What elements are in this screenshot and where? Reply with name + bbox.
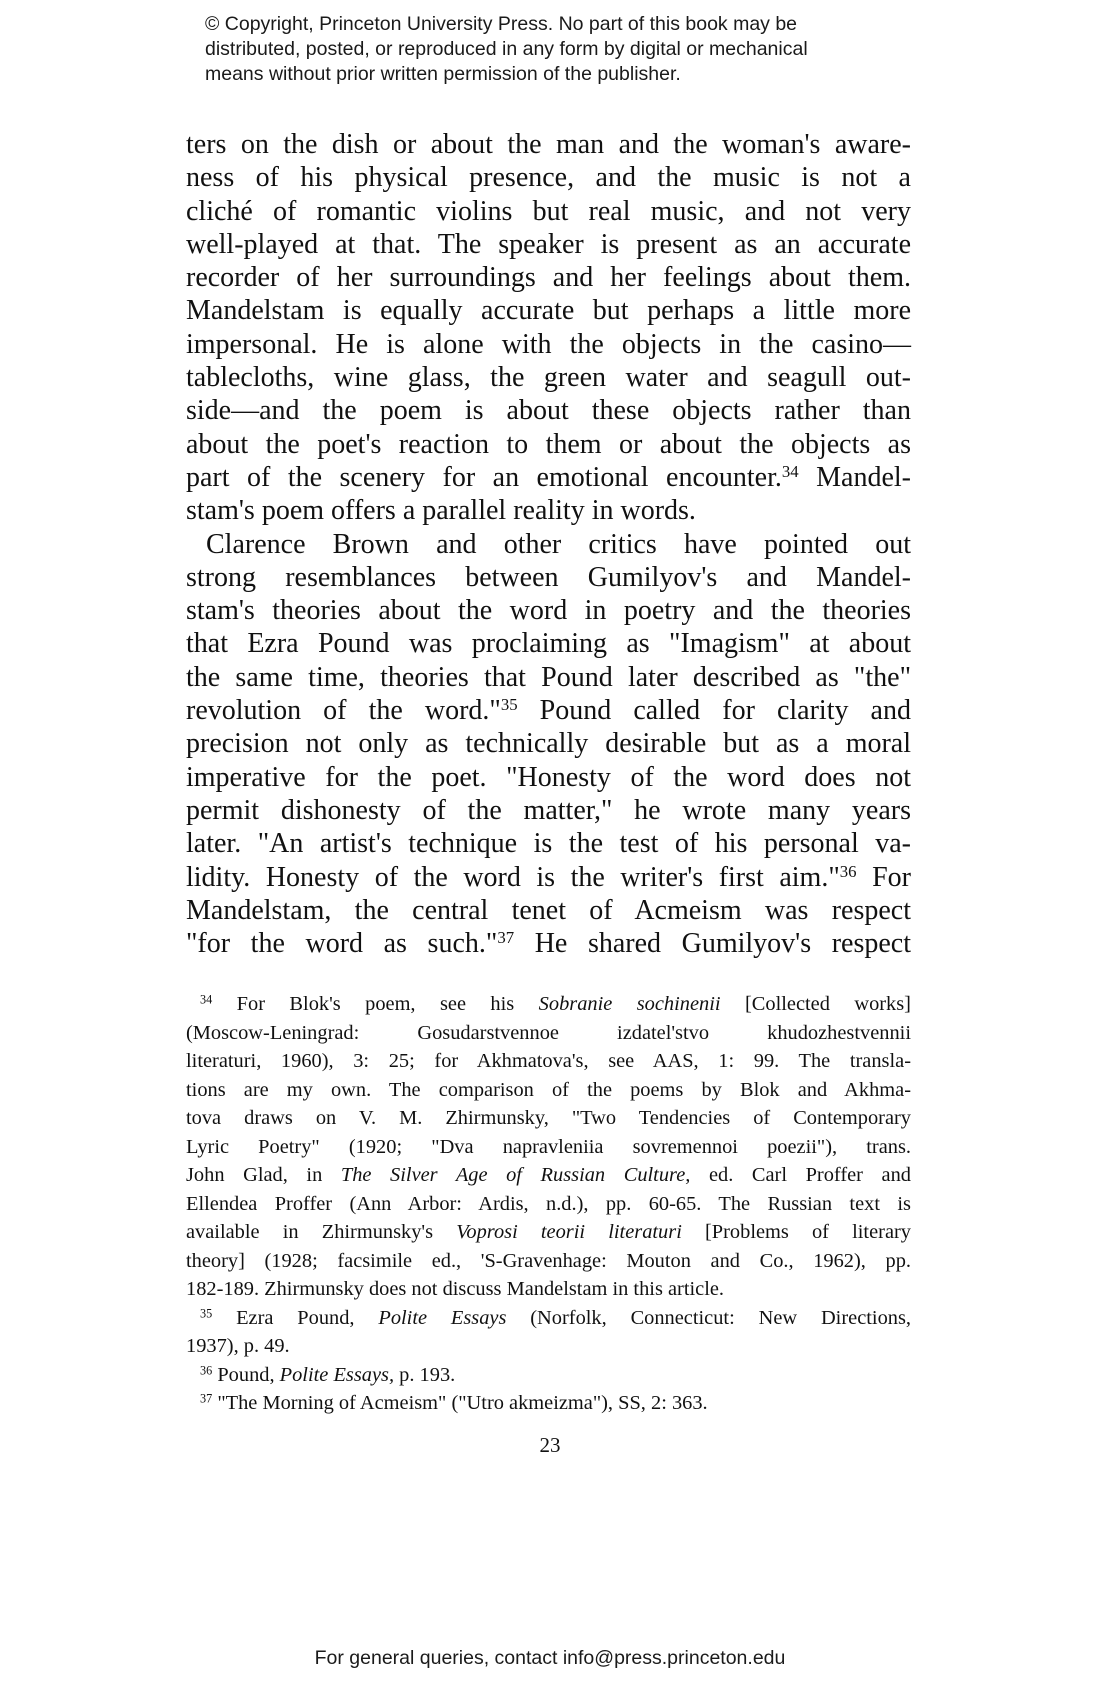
text-line [186,927,911,960]
footnote-line [186,990,911,1019]
text-line: Mandelstam, the central tenet of Acmeism was respect [186,894,911,926]
text-segment: For [856,861,911,893]
text-segment: Pound, [212,1363,280,1386]
footnote-line [186,1389,911,1418]
footnotes [186,990,911,1418]
text-segment: p. 193. [394,1363,456,1386]
text-line: stam's theories about the word in poetry and the theories [186,595,911,627]
book-title: Voprosi teorii literaturi [456,1221,682,1243]
footnote-number: 37 [200,1391,213,1406]
book-title: Sobranie sochinenii [538,993,721,1015]
footnote-line: theory] (1928; facsimile ed., 'S-Gravenhage: Mouton and Co., 1962), pp. [186,1249,911,1272]
text-segment: Mandel- [798,461,911,493]
footnote-35 [186,1304,911,1361]
footnote-line [186,1161,911,1190]
text-segment: ed. Carl Proffer and [690,1164,911,1186]
book-title: Polite Essays [378,1306,507,1329]
text-segment: (Norfolk, Connecticut: New Directions, [506,1306,911,1329]
footnote-line: literaturi, 1960), 3: 25; for Akhmatova's, see AAS, 1: 99. The transla- [186,1050,911,1072]
text-segment: "The Morning of Acmeism" ("Utro akmeizma"), SS, 2: 363. [212,1392,708,1414]
text-segment: Pound called for clarity and [517,695,911,727]
text-line: recorder of her surroundings and her feelings about them. [186,262,911,294]
text-segment: lidity. Honesty of the word is the writer's first aim." [186,861,840,893]
text-line: impersonal. He is alone with the objects in the casino— [186,328,911,360]
copyright-notice [205,12,925,87]
text-line: side—and the poem is about these objects rather than [186,395,911,427]
footnote-line: 1937), p. 49. [186,1335,290,1357]
footnote-ref-36: 36 [839,861,857,881]
text-segment: "for the word as such." [186,928,498,960]
footnote-line [186,1218,911,1247]
text-line: Mandelstam is equally accurate but perhaps a little more [186,295,911,327]
footnote-line: (Moscow-Leningrad: Gosudarstvennoe izdatel'stvo khudozhestvennii [186,1021,911,1044]
paragraph-continuation [186,128,911,528]
paragraph [186,528,911,961]
text-line [186,694,911,727]
text-line [186,461,911,494]
footnote-36 [186,1361,911,1390]
text-line: imperative for the poet. "Honesty of the word does not [186,761,911,793]
footnote-line: Ellendea Proffer (Ann Arbor: Ardis, n.d.), pp. 60-65. The Russian text is [186,1192,911,1215]
footnote-line: Lyric Poetry" (1920; "Dva napravleniia sovremennoi poezii"), trans. [186,1135,911,1158]
footnote-line: 182-189. Zhirmunsky does not discuss Mandelstam in this article. [186,1278,725,1300]
text-line: that Ezra Pound was proclaiming as "Imagism" at about [186,628,911,660]
footnote-number: 35 [200,1305,213,1320]
text-line: strong resemblances between Gumilyov's and Mandel- [186,561,911,593]
text-segment: [Problems of literary [681,1221,911,1243]
text-line [186,861,911,894]
text-line: permit dishonesty of the matter," he wrote many years [186,794,911,826]
text-line: precision not only as technically desirable but as a moral [186,728,911,760]
footnote-34 [186,990,911,1304]
text-line: ters on the dish or about the man and the woman's aware- [186,129,911,160]
text-line: later. "An artist's technique is the test of his personal va- [186,828,911,860]
text-segment: [Collected works] [720,993,911,1015]
copyright-line: distributed, posted, or reproduced in any form by digital or mechanical [205,38,808,60]
copyright-line: © Copyright, Princeton University Press. No part of this book may be [205,13,798,35]
text-line: about the poet's reaction to them or about the objects as [186,428,911,460]
text-segment: revolution of the word." [186,695,501,727]
text-line: Clarence Brown and other critics have pointed out [206,528,911,560]
body-text [186,128,911,960]
footnote-ref-37: 37 [497,927,515,947]
book-title: Polite Essays, [279,1363,395,1386]
text-segment: He shared Gumilyov's respect [514,928,911,960]
text-line: ness of his physical presence, and the music is not a [186,162,911,194]
text-line: well-played at that. The speaker is present as an accurate [186,228,911,260]
footnote-ref-34: 34 [781,461,799,481]
footnote-line: tions are my own. The comparison of the poems by Blok and Akhma- [186,1078,911,1101]
text-line: tablecloths, wine glass, the green water and seagull out- [186,362,911,394]
footnote-number: 34 [200,992,213,1007]
footnote-number: 36 [200,1362,213,1377]
text-segment: Ezra Pound, [212,1306,379,1329]
text-segment: available in Zhirmunsky's [186,1221,457,1243]
text-line: cliché of romantic violins but real music, and not very [186,195,911,227]
text-segment: For Blok's poem, see his [212,993,539,1015]
text-segment: John Glad, in [186,1164,341,1186]
book-title: The Silver Age of Russian Culture, [340,1164,691,1186]
text-segment: part of the scenery for an emotional encounter. [186,461,782,493]
footnote-37 [186,1389,911,1418]
text-line: stam's poem offers a parallel reality in words. [186,495,696,527]
footnote-ref-35: 35 [500,694,518,714]
footnote-line [186,1304,911,1333]
page-number: 23 [539,1433,561,1457]
footnote-line [186,1361,911,1390]
contact-footer: For general queries, contact info@press.princeton.edu [314,1647,786,1669]
text-line: the same time, theories that Pound later described as "the" [186,661,911,693]
footnote-line: tova draws on V. M. Zhirmunsky, "Two Tendencies of Contemporary [186,1107,911,1129]
copyright-line: means without prior written permission of the publisher. [205,63,681,85]
